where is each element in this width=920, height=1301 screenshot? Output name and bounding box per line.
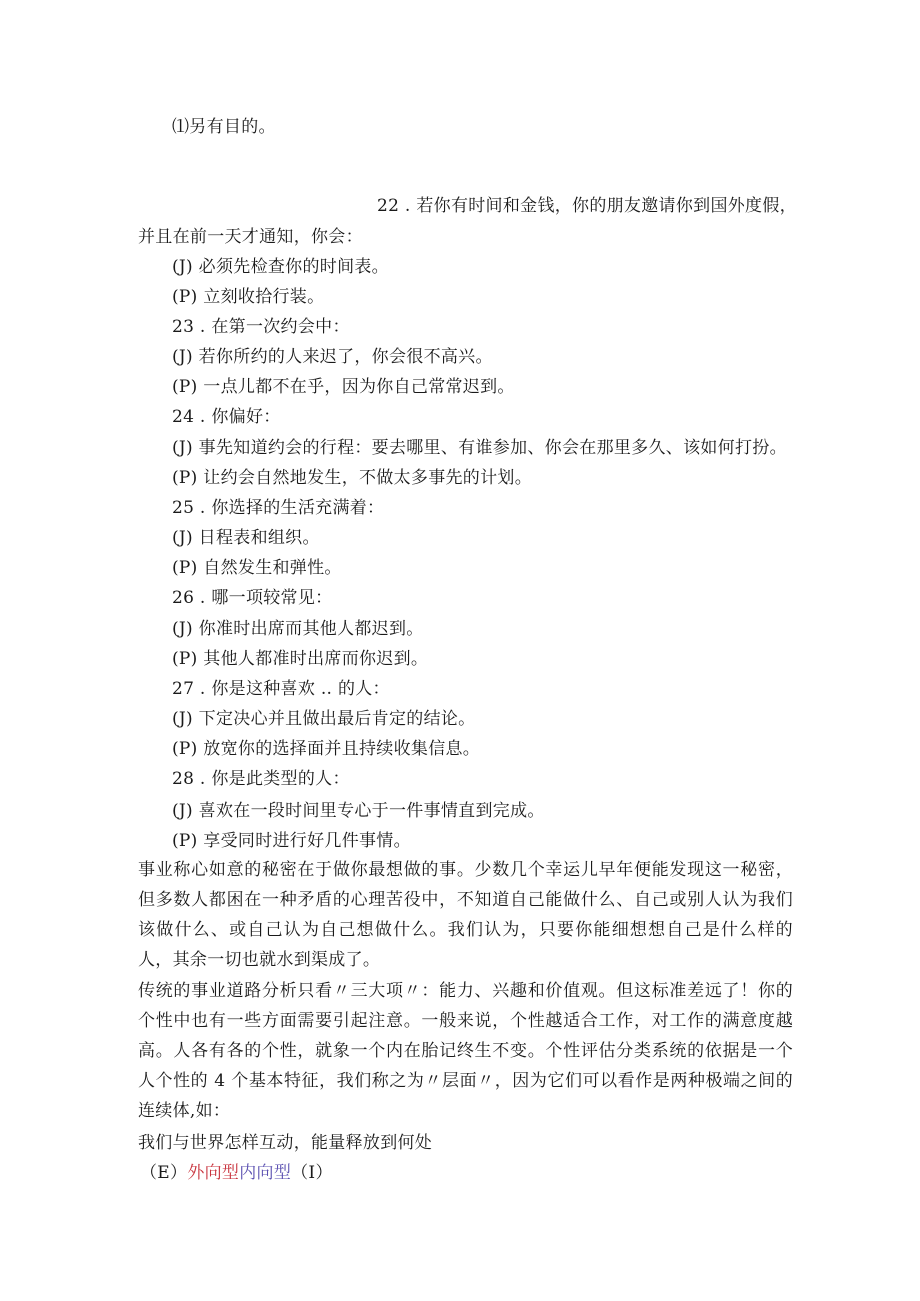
question-27-option-j: (J) 下定决心并且做出最后肯定的结论。 (172, 709, 476, 729)
question-26-option-j: (J) 你准时出席而其他人都迟到。 (172, 619, 424, 639)
question-26-option-p: (P) 其他人都准时出席而你迟到。 (172, 649, 429, 669)
question-28-option-j: (J) 喜欢在一段时间里专心于一件事情直到完成。 (172, 801, 545, 821)
question-24-title: 24 . 你偏好： (172, 407, 281, 427)
question-27-option-p: (P) 放宽你的选择面并且持续收集信息。 (172, 739, 481, 759)
question-22-option-p: (P) 立刻收拾行装。 (172, 287, 325, 307)
paragraph-career-secret: 事业称心如意的秘密在于做你最想做的事。少数几个幸运儿早年便能发现这一秘密，但多数人都困在一种矛盾的心理苦役中，不知道自己能做什么、自己或别人认为我们该做什么、或自己认为自己想做什么。我们认为，只要你能细想想自己是什么样的人，其余一切也就水到渠成了。 (138, 860, 793, 970)
question-25-option-p: (P) 自然发生和弹性。 (172, 558, 342, 578)
question-27-title: 27 . 你是这种喜欢 .. 的人： (172, 679, 390, 699)
question-25-title: 25 . 你选择的生活充满着： (172, 498, 385, 518)
paragraph-career-analysis: 传统的事业道路分析只看〃三大项〃：能力、兴趣和价值观。但这标准差远了！你的个性中也有一些方面需要引起注意。一般来说，个性越适合工作，对工作的满意度越高。人各有各的个性，就象一个内在胎记终生不变。个性评估分类系统的依据是一个人个性的 4 个基本特征，我们称之为〃层面〃，因为它们可以看作是两种极端之间的连续体,如： (138, 981, 793, 1121)
question-24-option-j: (J) 事先知道约会的行程：要去哪里、有谁参加、你会在那里多久、该如何打扮。 (172, 438, 787, 458)
question-22-option-j: (J) 必须先检查你的时间表。 (172, 257, 389, 277)
dimension-e-i (140, 1162, 333, 1184)
question-22-title-cont: 并且在前一天才通知，你会： (138, 227, 363, 247)
question-28-title: 28 . 你是此类型的人： (172, 769, 350, 789)
question-23-option-j: (J) 若你所约的人来迟了，你会很不高兴。 (172, 347, 493, 367)
question-28-option-p: (P) 享受同时进行好几件事情。 (172, 831, 411, 851)
question-26-title: 26 . 哪一项较常见： (172, 588, 333, 608)
question-24-option-p: (P) 让约会自然地发生，不做太多事先的计划。 (172, 468, 533, 488)
dimension-heading: 我们与世界怎样互动，能量释放到何处 (138, 1133, 433, 1153)
option-text: ⑴另有目的。 (172, 117, 276, 137)
question-23-option-p: (P) 一点儿都不在乎，因为你自己常常迟到。 (172, 377, 515, 397)
dimension-e-code: （E） (140, 1163, 188, 1183)
dimension-i-code: （I） (291, 1163, 333, 1183)
introvert-label: 内向型 (239, 1163, 292, 1183)
question-23-title: 23 . 在第一次约会中： (172, 317, 350, 337)
question-22-title: 22 . 若你有时间和金钱，你的朋友邀请你到国外度假， (377, 196, 797, 216)
question-25-option-j: (J) 日程表和组织。 (172, 528, 320, 548)
extravert-label: 外向型 (187, 1163, 240, 1183)
